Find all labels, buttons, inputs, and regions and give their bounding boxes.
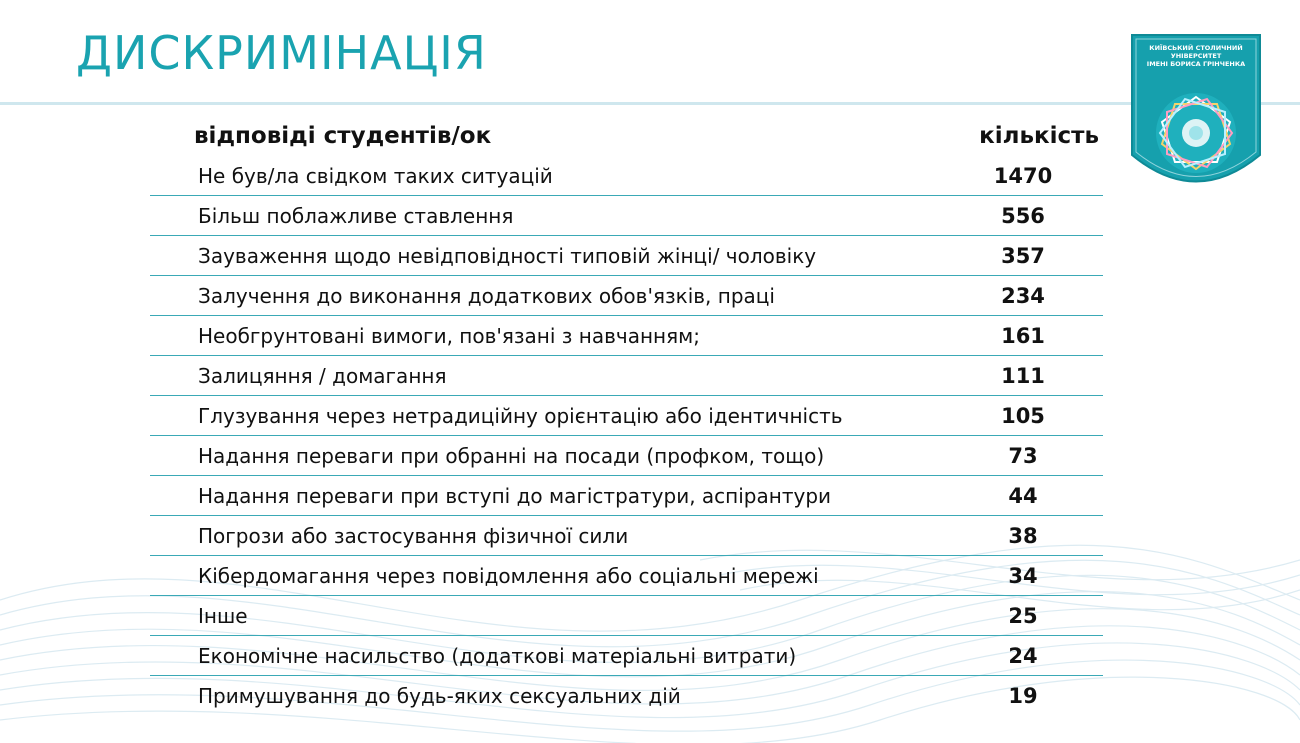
row-count: 105	[1001, 403, 1045, 428]
table-header	[150, 116, 1103, 156]
row-label: Надання переваги при обранні на посади (профком, тощо)	[198, 443, 825, 468]
header-responses: відповіді студентів/ок	[194, 123, 492, 149]
row-count: 25	[1008, 603, 1038, 628]
row-label: Надання переваги при вступі до магістратури, аспірантури	[198, 483, 832, 508]
table-row	[150, 316, 1103, 356]
table-row	[150, 636, 1103, 676]
row-label: Погрози або застосування фізичної сили	[198, 523, 629, 548]
table-row	[150, 356, 1103, 396]
row-count: 34	[1008, 563, 1038, 588]
row-count: 44	[1008, 483, 1038, 508]
table-row	[150, 276, 1103, 316]
slide-title: ДИСКРИМІНАЦІЯ	[76, 26, 487, 80]
row-label: Економічне насильство (додаткові матеріальні витрати)	[198, 643, 797, 668]
row-count: 19	[1008, 684, 1038, 708]
row-count: 38	[1008, 523, 1038, 548]
logo-line-2: ІМЕНІ БОРИСА ГРІНЧЕНКА	[1146, 60, 1246, 68]
row-count: 234	[1001, 283, 1045, 308]
table-row	[150, 476, 1103, 516]
row-label: Глузування через нетрадиційну орієнтацію або ідентичність	[198, 403, 843, 428]
table-row	[150, 196, 1103, 236]
row-label: Залучення до виконання додаткових обов'язків, праці	[198, 283, 775, 308]
row-label: Примушування до будь-яких сексуальних дій	[198, 684, 681, 708]
row-label: Не був/ла свідком таких ситуацій	[198, 163, 553, 188]
row-count: 1470	[993, 163, 1053, 188]
row-label: Кібердомагання через повідомлення або соціальні мережі	[198, 563, 819, 588]
table-row	[150, 516, 1103, 556]
table-row	[150, 156, 1103, 196]
table-row	[150, 676, 1103, 716]
row-count: 73	[1008, 443, 1038, 468]
row-label: Залицяння / домагання	[198, 363, 447, 388]
logo-text	[1134, 44, 1258, 68]
row-count: 357	[1001, 243, 1045, 268]
table-row	[150, 596, 1103, 636]
table-row	[150, 396, 1103, 436]
header-count: кількість	[979, 123, 1099, 149]
row-label: Інше	[198, 603, 248, 628]
table-row	[150, 436, 1103, 476]
row-label: Необгрунтовані вимоги, пов'язані з навчанням;	[198, 323, 700, 348]
row-count: 161	[1001, 323, 1045, 348]
row-count: 24	[1008, 643, 1038, 668]
row-count: 556	[1001, 203, 1045, 228]
logo-line-1: КИЇВСЬКИЙ СТОЛИЧНИЙ УНІВЕРСИТЕТ	[1149, 44, 1243, 60]
responses-table	[150, 116, 1103, 716]
row-label: Зауваження щодо невідповідності типовій жінці/ чоловіку	[198, 243, 817, 268]
row-count: 111	[1001, 363, 1045, 388]
table-body	[150, 156, 1103, 716]
title-divider	[0, 102, 1300, 105]
table-row	[150, 236, 1103, 276]
row-label: Більш поблажливе ставлення	[198, 203, 514, 228]
table-row	[150, 556, 1103, 596]
